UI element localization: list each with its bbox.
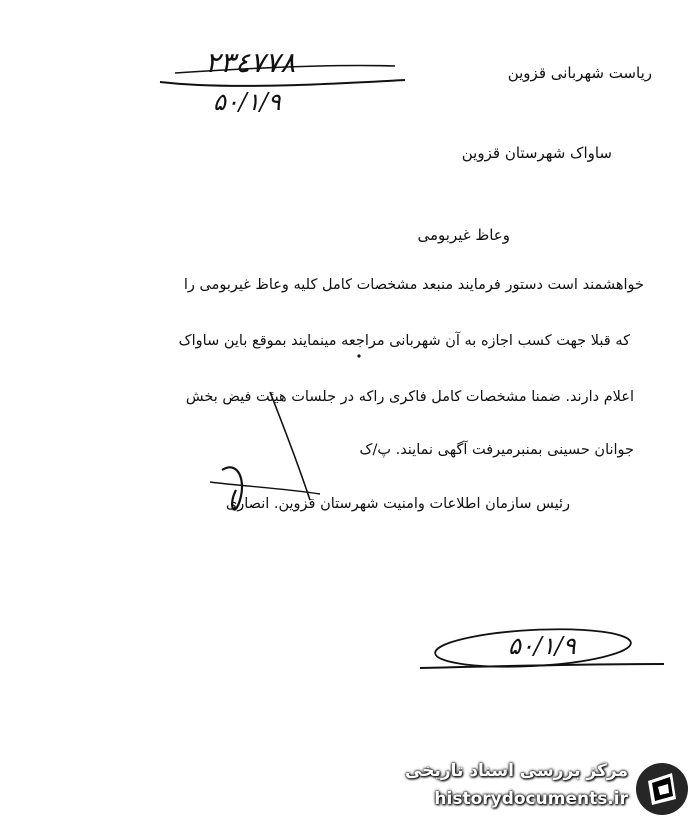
body-line-4: جوانان حسینی بمنبرمیرفت آگهی نمایند. پ/ک — [359, 442, 634, 458]
watermark-url: historydocuments.ir — [434, 789, 628, 809]
subject-line: وعاظ غیربومی — [417, 226, 510, 244]
body-line-1: خواهشمند است دستور فرمایند منبعد مشخصات کامل کلیه وعاظ غیربومی را — [183, 277, 644, 293]
signature-line: رئیس سازمان اطلاعات وامنیت شهرستان قزوین. انصاری — [225, 496, 570, 512]
archive-logo-icon — [632, 759, 692, 819]
body-line-2: که قبلا جهت کسب اجازه به آن شهربانی مراجعه مینمایند بموقع باین ساواک — [178, 333, 630, 349]
footer-underline — [420, 664, 664, 668]
reference-date: ۵۰/۱/۹ — [213, 88, 281, 116]
watermark — [405, 753, 692, 823]
watermark-name: مرکز بررسی اسناد تاریخی — [405, 761, 628, 781]
reference-underline — [160, 80, 405, 86]
body-line-3: اعلام دارند. ضمنا مشخصات کامل فاکری راکه در جلسات هیئت فیض بخش — [185, 389, 634, 405]
footer-date: ۵۰/۱/۹ — [508, 632, 576, 660]
recipient-office: ریاست شهربانی قزوین — [507, 64, 652, 82]
signature-stroke — [270, 392, 310, 500]
sender-office: ساواک شهرستان قزوین — [461, 144, 612, 162]
reference-number: ۲۳٤۷۷۸ — [205, 46, 296, 79]
